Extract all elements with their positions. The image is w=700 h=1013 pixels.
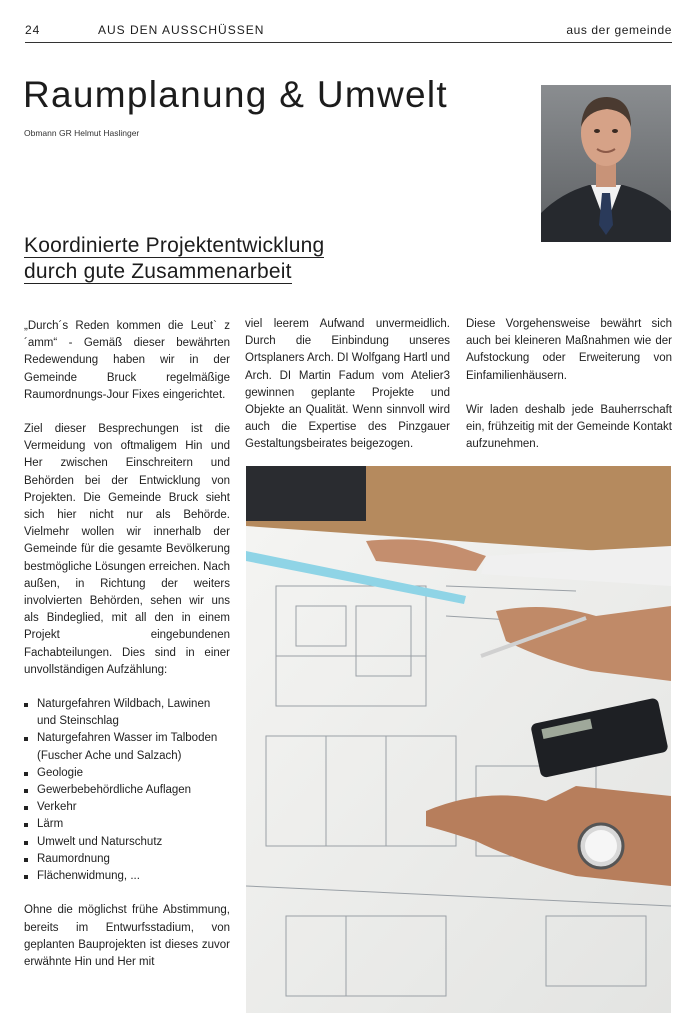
paragraph: „Durch´s Reden kommen die Leut` z´amm“ - Gemäß dieser bewährten Redewendung haben wir in der Gemeinde Bruck regelmäßige Raumordnungs-Jour Fixes eingerichtet. xyxy=(24,320,230,401)
page-number: 24 xyxy=(25,23,41,37)
paragraph: Ziel dieser Besprechungen ist die Vermeidung von oftmaligem Hin und Her zwischen Einschreitern und Behörden bei der Entwicklung von Projekten. Die Gemeinde Bruck sieht sich hier nicht nur als Behörde. Vielmehr wollen wir innerhalb der Gemeinde für die gesamte Bevölkerung bestmögliche Lösungen erreichen. Nach außen, in Richtung der weiters involvierten Behörden, sehen wir uns als Bindeglied, mit all den in einem Projekt eingebundenen Fachabteilungen. Dies sind in einer unvollständigen Aufzählung: xyxy=(24,423,230,676)
list-item: Naturgefahren Wasser im Talboden (Fuscher Ache und Salzach) xyxy=(24,730,230,764)
paragraph: Diese Vorgehensweise bewährt sich auch bei kleineren Maßnahmen wie der Aufstockung oder Erweiterung von Einfamilienhäusern. xyxy=(466,318,672,382)
paragraph: viel leerem Aufwand unvermeidlich. Durch die Einbindung unseres Ortsplaners Arch. DI Wolfgang Hartl und Arch. DI Martin Fadum vom Atelier3 gewinnen geplante Projekte und Objekte an Qualität. Wenn sinnvoll wird auch die Expertise des Pinzgauer Gestaltungsbeirates beigezogen. xyxy=(245,318,450,451)
list-item: Umwelt und Naturschutz xyxy=(24,834,230,851)
section-label: AUS DEN AUSSCHÜSSEN xyxy=(98,23,265,37)
list-item: Verkehr xyxy=(24,799,230,816)
page-title: Raumplanung & Umwelt xyxy=(23,74,448,115)
architectural-plans-photo xyxy=(246,466,671,1013)
list-item: Raumordnung xyxy=(24,851,230,868)
text-column-3 xyxy=(466,316,672,470)
subtitle-line-1: Koordinierte Projektentwicklung xyxy=(24,234,325,257)
list-item: Flächenwidmung, ... xyxy=(24,868,230,885)
list-item: Gewerbebehördliche Auflagen xyxy=(24,782,230,799)
list-item: Geologie xyxy=(24,765,230,782)
text-column-1 xyxy=(24,318,230,988)
paragraph: Ohne die möglichst frühe Abstimmung, bereits im Entwurfsstadium, von geplanten Bauprojekten ist dieses zuvor erwähnte Hin und Her mit xyxy=(24,904,230,968)
list-item: Naturgefahren Wildbach, Lawinen und Steinschlag xyxy=(24,696,230,730)
text-column-2 xyxy=(245,316,450,471)
section-label-right: aus der gemeinde xyxy=(566,23,672,37)
article-subtitle xyxy=(24,233,324,285)
byline: Obmann GR Helmut Haslinger xyxy=(24,128,140,138)
page-header xyxy=(25,22,672,43)
list-item: Lärm xyxy=(24,816,230,833)
subtitle-line-2: durch gute Zusammenarbeit xyxy=(24,260,292,283)
department-list xyxy=(24,696,230,885)
portrait-photo xyxy=(541,85,671,242)
paragraph: Wir laden deshalb jede Bauherrschaft ein, frühzeitig mit der Gemeinde Kontakt aufzunehmen. xyxy=(466,403,672,451)
